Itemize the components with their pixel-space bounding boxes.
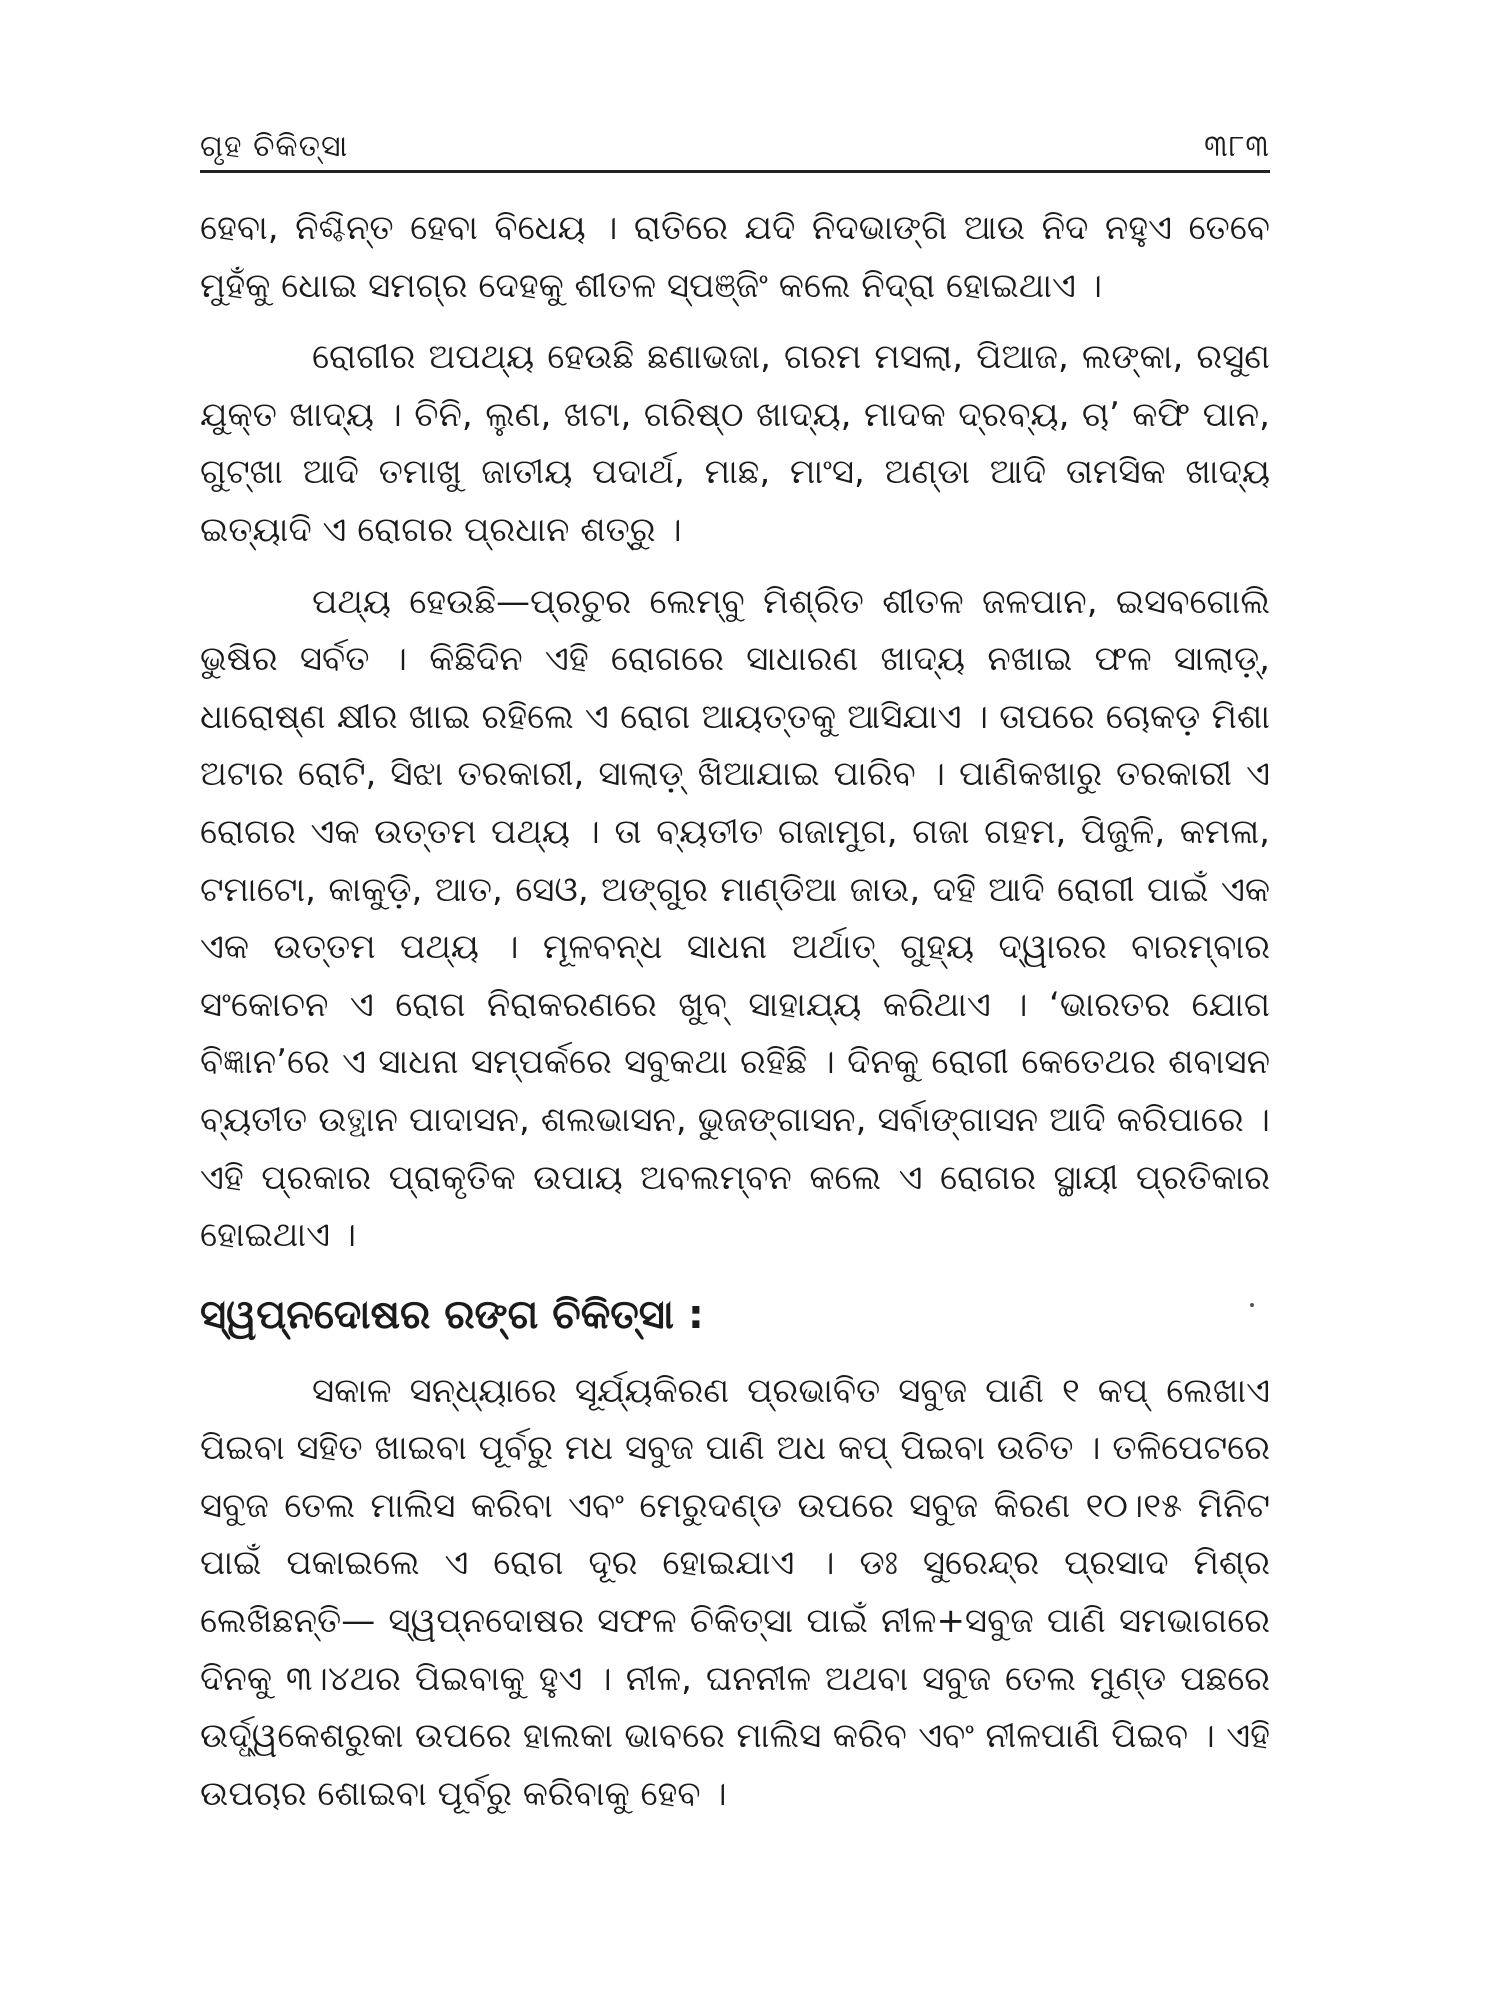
paragraph-unwholesome-diet: ରୋଗୀର ଅପଥ୍ୟ ହେଉଛି ଛଣାଭଜା, ଗରମ ମସଲା, ପିଆଜ, ଲଙ୍କା, ରସୁଣ ଯୁକ୍ତ ଖାଦ୍ୟ । ଚିନି, ଲୁଣ, ଖଟା, ଗରିଷ୍ଠ ଖାଦ୍ୟ, ମାଦକ ଦ୍ରବ୍ୟ, ଚା’ କଫି ପାନ, ଗୁଟ୍‌ଖା ଆଦି ତମାଖୁ ଜାତୀୟ ପଦାର୍ଥ, ମାଛ, ମାଂସ, ଅଣ୍ଡା ଆଦି ତାମସିକ ଖାଦ୍ୟ ଇତ୍ୟାଦି ଏ ରୋଗର ପ୍ରଧାନ ଶତ୍ରୁ । [200, 337, 1270, 550]
header-rule [200, 170, 1270, 173]
running-head [200, 105, 1270, 165]
paragraph-color-therapy: ସକାଳ ସନ୍ଧ୍ୟାରେ ସୂର୍ଯ୍ୟକିରଣ ପ୍ରଭାବିତ ସବୁଜ ପାଣି ୧ କପ୍ ଲେଖାଏ ପିଇବା ସହିତ ଖାଇବା ପୂର୍ବରୁ ମଧ ସବୁଜ ପାଣି ଅଧ କପ୍ ପିଇବା ଉଚିତ । ତଳିପେଟରେ ସବୁଜ ତେଲ ମାଲିସ କରିବା ଏବଂ ମେରୁଦଣ୍ଡ ଉପରେ ସବୁଜ କିରଣ ୧୦।୧୫ ମିନିଟ ପାଇଁ ପକାଇଲେ ଏ ରୋଗ ଦୂର ହୋଇଯାଏ । ଡଃ ସୁରେନ୍ଦ୍ର ପ୍ରସାଦ ମିଶ୍ର ଲେଖିଛନ୍ତି— ସ୍ୱପ୍ନଦୋଷର ସଫଳ ଚିକିତ୍ସା ପାଇଁ ନୀଳ+ସବୁଜ ପାଣି ସମଭାଗରେ ଦିନକୁ ୩।୪ଥର ପିଇବାକୁ ହୁଏ । ନୀଳ, ଘନନୀଳ ଅଥବା ସବୁଜ ତେଲ ମୁଣ୍ଡ ପଛରେ ଉର୍ଦ୍ଧ୍ୱକେଶରୁକା ଉପରେ ହାଲକା ଭାବରେ ମାଲିସ କରିବ ଏବଂ ନୀଳପାଣି ପିଇବ । ଏହି ଉପଚାର ଶୋଇବା ପୂର୍ବରୁ କରିବାକୁ ହେବ । [200, 1370, 1270, 1814]
section-heading: ସ୍ୱପ୍ନଦୋଷର ରଙ୍ଗ ଚିକିତ୍ସା : [200, 1291, 704, 1338]
page-body [200, 200, 1270, 1837]
running-head-title: ଗୃହ ଚିକିତ୍ସା [200, 129, 349, 164]
paragraph-continuation: ହେବା, ନିଶ୍ଚିନ୍ତ ହେବା ବିଧେୟ । ରାତିରେ ଯଦି ନିଦଭାଙ୍ଗି ଆଉ ନିଦ ନହୁଏ ତେବେ ମୁହଁକୁ ଧୋଇ ସମଗ୍ର ଦେହକୁ ଶୀତଳ ସ୍ପଞ୍ଜିଂ କଲେ ନିଦ୍ରା ହୋଇଥାଏ । [200, 208, 1270, 306]
page-number: ୩୮୩ [1204, 129, 1270, 164]
print-speck [1250, 1303, 1254, 1307]
paragraph-wholesome-diet: ପଥ୍ୟ ହେଉଛି—ପ୍ରଚୁର ଲେମ୍ବୁ ମିଶ୍ରିତ ଶୀତଳ ଜଳପାନ, ଇସବଗୋଲି ଭୁଷିର ସର୍ବତ । କିଛିଦିନ ଏହି ରୋଗରେ ସାଧାରଣ ଖାଦ୍ୟ ନଖାଇ ଫଳ ସାଲାଡ଼୍, ଧାରୋଷ୍ଣ କ୍ଷୀର ଖାଇ ରହିଲେ ଏ ରୋଗ ଆୟତ୍ତକୁ ଆସିଯାଏ । ତାପରେ ଚୋକଡ଼ ମିଶା ଅଟାର ରୋଟି, ସିଝା ତରକାରୀ, ସାଲାଡ଼୍ ଖିଆଯାଇ ପାରିବ । ପାଣିକଖାରୁ ତରକାରୀ ଏ ରୋଗର ଏକ ଉତ୍ତମ ପଥ୍ୟ । ତା ବ୍ୟତୀତ ଗଜାମୁଗ, ଗଜା ଗହମ, ପିଜୁଳି, କମଳା, ଟମାଟୋ, କାକୁଡ଼ି, ଆତ, ସେଓ, ଅଙ୍ଗୁର ମାଣ୍ଡିଆ ଜାଉ, ଦହି ଆଦି ରୋଗୀ ପାଇଁ ଏକ ଏକ ଉତ୍ତମ ପଥ୍ୟ । ମୂଳବନ୍ଧ ସାଧନା ଅର୍ଥାତ୍ ଗୁହ୍ୟ ଦ୍ୱାରର ବାରମ୍ବାର ସଂକୋଚନ ଏ ରୋଗ ନିରାକରଣରେ ଖୁବ୍ ସାହାଯ୍ୟ କରିଥାଏ । ‘ଭାରତର ଯୋଗ ବିଜ୍ଞାନ’ରେ ଏ ସାଧନା ସମ୍ପର୍କରେ ସବୁକଥା ରହିଛି । ଦିନକୁ ରୋଗୀ କେତେଥର ଶବାସନ ବ୍ୟତୀତ ଉତ୍ଥାନ ପାଦାସନ, ଶଲଭାସନ, ଭୁଜଙ୍ଗାସନ, ସର୍ବାଙ୍ଗାସନ ଆଦି କରିପାରେ । ଏହି ପ୍ରକାର ପ୍ରାକୃତିକ ଉପାୟ ଅବଲମ୍ବନ କଲେ ଏ ରୋଗର ସ୍ଥାୟୀ ପ୍ରତିକାର ହୋଇଥାଏ । [200, 581, 1270, 1256]
